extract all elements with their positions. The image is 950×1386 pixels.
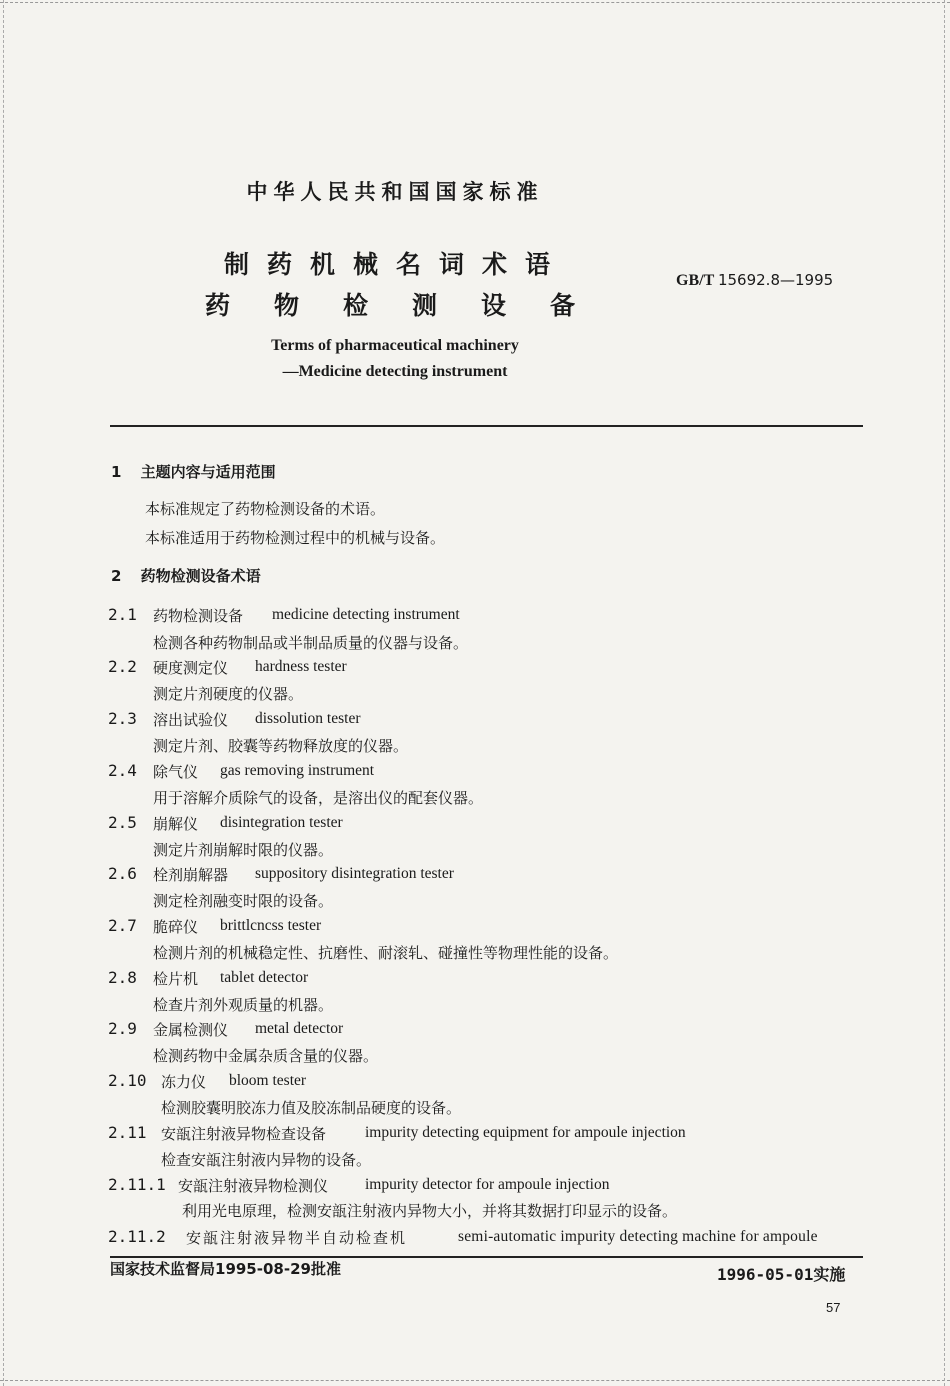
section1-number: 1: [111, 463, 122, 481]
term-definition: 用于溶解介质除气的设备，是溶出仪的配套仪器。: [153, 789, 484, 807]
term-number: 2.5: [108, 813, 137, 832]
term-chinese: 安瓿注射液异物检查设备: [161, 1125, 327, 1143]
term-number: 2.2: [108, 657, 137, 676]
term-chinese: 安瓿注射液异物检测仪: [178, 1177, 329, 1195]
term-definition: 检测片剂的机械稳定性、抗磨性、耐滚轧、碰撞性等物理性能的设备。: [153, 944, 619, 962]
approval-date: 国家技术监督局1995-08-29批准: [110, 1260, 341, 1278]
section1-heading: [111, 461, 276, 482]
term-definition: 测定栓剂融变时限的设备。: [153, 892, 334, 910]
term-number: 2.4: [108, 761, 137, 780]
section2-heading: [111, 565, 261, 586]
standard-code: [676, 271, 833, 290]
section1-para2: 本标准适用于药物检测过程中的机械与设备。: [145, 529, 446, 547]
header-divider: [110, 425, 863, 427]
section2-title: 药物检测设备术语: [140, 567, 261, 585]
scan-edge-bottom: [0, 1380, 950, 1382]
section1-title: 主题内容与适用范围: [140, 463, 276, 481]
term-chinese: 金属检测仪: [153, 1021, 229, 1039]
term-english: tablet detector: [220, 969, 309, 986]
term-chinese: 安瓿注射液异物半自动检查机: [186, 1229, 408, 1247]
section2-number: 2: [111, 567, 122, 585]
term-english: impurity detecting equipment for ampoule injection: [365, 1124, 686, 1141]
term-number: 2.10: [108, 1071, 147, 1090]
scan-edge-top: [0, 2, 950, 4]
document-title-line2: 药物检测设备: [205, 291, 620, 320]
term-english: hardness tester: [255, 658, 347, 675]
term-english: gas removing instrument: [220, 762, 375, 779]
term-chinese: 栓剂崩解器: [153, 866, 229, 884]
term-number: 2.7: [108, 916, 137, 935]
term-definition: 检查安瓿注射液内异物的设备。: [161, 1151, 372, 1169]
standard-code-prefix: GB/T: [676, 272, 714, 289]
term-chinese: 药物检测设备: [153, 607, 244, 625]
term-definition: 测定片剂、胶囊等药物释放度的仪器。: [153, 737, 409, 755]
section1-para1: 本标准规定了药物检测设备的术语。: [145, 500, 386, 518]
term-number: 2.9: [108, 1019, 137, 1038]
term-definition: 检测胶囊明胶冻力值及胶冻制品硬度的设备。: [161, 1099, 462, 1117]
term-number: 2.1: [108, 605, 137, 624]
term-english: brittlcncss tester: [220, 917, 322, 934]
term-definition: 检测药物中金属杂质含量的仪器。: [153, 1047, 379, 1065]
term-english: suppository disintegration tester: [255, 865, 454, 882]
term-english: semi-automatic impurity detecting machine for ampoule: [458, 1228, 818, 1245]
term-english: impurity detector for ampoule injection: [365, 1176, 610, 1193]
standard-type-heading: 中华人民共和国国家标准: [246, 180, 544, 204]
term-chinese: 冻力仪: [161, 1073, 207, 1091]
term-number: 2.11: [108, 1123, 147, 1142]
term-definition: 检查片剂外观质量的机器。: [153, 996, 334, 1014]
term-chinese: 脆碎仪: [153, 918, 199, 936]
term-definition: 检测各种药物制品或半制品质量的仪器与设备。: [153, 634, 469, 652]
term-number: 2.11.1: [108, 1175, 166, 1194]
term-chinese: 检片机: [153, 970, 199, 988]
page-number: 57: [826, 1300, 841, 1315]
term-english: bloom tester: [229, 1072, 307, 1089]
term-chinese: 除气仪: [153, 763, 199, 781]
term-chinese: 溶出试验仪: [153, 711, 229, 729]
term-number: 2.8: [108, 968, 137, 987]
term-chinese: 崩解仪: [153, 815, 199, 833]
implementation-date: 1996-05-01实施: [717, 1265, 846, 1284]
term-english: dissolution tester: [255, 710, 361, 727]
standard-code-number: 15692.8—1995: [717, 271, 834, 289]
term-number: 2.6: [108, 864, 137, 883]
term-number: 2.11.2: [108, 1227, 166, 1246]
scan-edge-right: [944, 0, 946, 1386]
scan-edge-left: [3, 0, 5, 1386]
term-definition: 测定片剂崩解时限的仪器。: [153, 841, 334, 859]
english-title-line1: Terms of pharmaceutical machinery: [271, 337, 519, 354]
term-definition: 测定片剂硬度的仪器。: [153, 685, 304, 703]
term-definition: 利用光电原理，检测安瓿注射液内异物大小，并将其数据打印显示的设备。: [182, 1202, 678, 1220]
document-title-line1: 制药机械名词术语: [224, 250, 569, 279]
english-title-line2: —Medicine detecting instrument: [282, 363, 508, 380]
term-number: 2.3: [108, 709, 137, 728]
term-english: medicine detecting instrument: [272, 606, 460, 623]
term-chinese: 硬度测定仪: [153, 659, 229, 677]
term-english: disintegration tester: [220, 814, 343, 831]
term-english: metal detector: [255, 1020, 344, 1037]
